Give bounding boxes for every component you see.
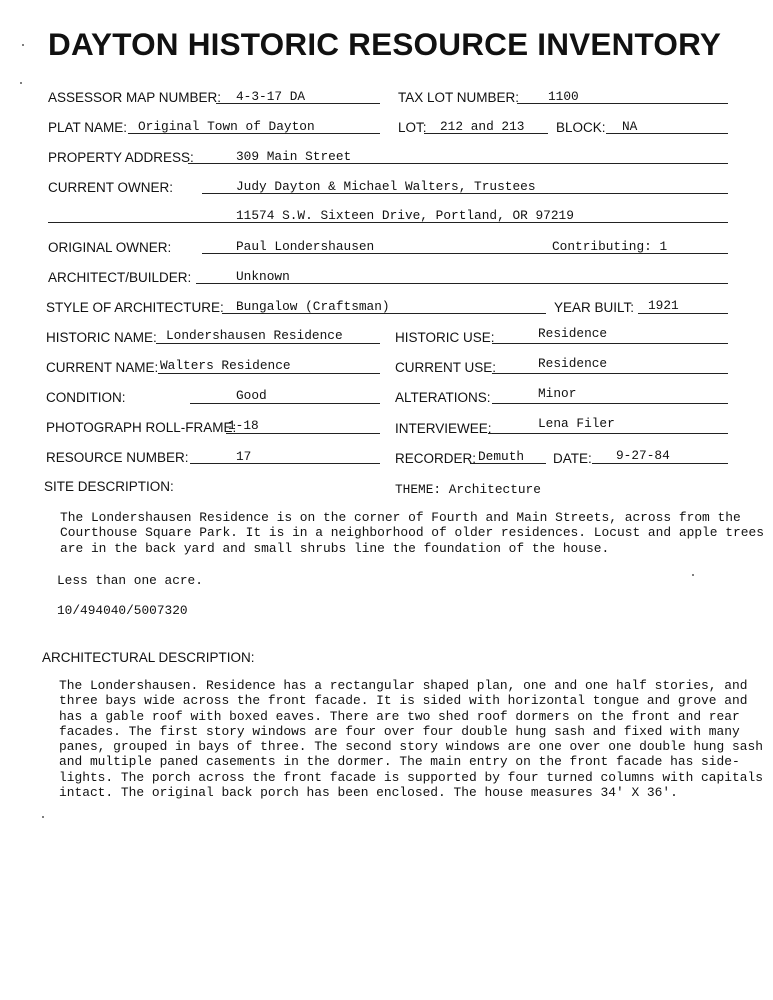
site-description-label: SITE DESCRIPTION:	[44, 479, 174, 494]
scan-speck	[20, 82, 22, 84]
site-description-text	[60, 510, 764, 556]
utm-coordinates: 10/494040/5007320	[57, 603, 188, 618]
interviewee-value: Lena Filer	[538, 416, 615, 431]
architectural-description-line: lights. The porch across the front facade is supported by four turned columns with capitals	[59, 769, 763, 785]
scan-speck	[692, 574, 694, 576]
architectural-description-line: intact. The original back porch has been enclosed. The house measures 34' X 36'.	[59, 785, 678, 801]
resource-number-value: 17	[236, 449, 252, 464]
date-value: 9-27-84	[616, 448, 670, 463]
architectural-description-line: and multiple paned casements in the dormer. The main entry on the front facade has side-	[59, 754, 740, 770]
tax-lot-label: TAX LOT NUMBER:	[398, 90, 520, 105]
alterations-value: Minor	[538, 386, 577, 401]
current-use-line	[492, 373, 728, 374]
style-label: STYLE OF ARCHITECTURE:	[46, 300, 224, 315]
photo-roll-frame-line	[226, 433, 380, 434]
document-title: DAYTON HISTORIC RESOURCE INVENTORY	[48, 26, 722, 62]
assessor-map-label: ASSESSOR MAP NUMBER:	[48, 90, 222, 105]
owner-address-value: 11574 S.W. Sixteen Drive, Portland, OR 97219	[236, 208, 574, 223]
condition-line	[190, 403, 380, 404]
tax-lot-value: 1100	[548, 89, 579, 104]
site-description-line: Courthouse Square Park. It is in a neighborhood of older residences. Locust and apple trees	[60, 525, 764, 541]
architectural-description-line: three bays wide across the front facade. It is sided with horizontal tongue and grove and	[59, 693, 748, 709]
historic-name-line	[156, 343, 380, 344]
property-address-label: PROPERTY ADDRESS:	[48, 150, 194, 165]
resource-number-line	[190, 463, 380, 464]
year-built-line	[638, 313, 728, 314]
site-description-line: The Londershausen Residence is on the corner of Fourth and Main Streets, across from the	[60, 510, 741, 525]
historic-use-line	[492, 343, 728, 344]
architectural-description-line: facades. The first story windows are four over four double hung sash and fixed with many	[59, 723, 740, 739]
current-use-label: CURRENT USE:	[395, 360, 497, 375]
block-label: BLOCK:	[556, 120, 606, 135]
scan-speck	[42, 816, 44, 818]
recorder-label: RECORDER:	[395, 451, 477, 466]
scan-speck	[22, 44, 24, 46]
property-address-value: 309 Main Street	[236, 149, 352, 164]
current-use-value: Residence	[538, 356, 608, 371]
current-name-label: CURRENT NAME:	[46, 360, 159, 375]
architectural-description-line: panes, grouped in bays of three. The second story windows are one over one double hung sash	[59, 739, 763, 755]
block-value: NA	[622, 119, 638, 134]
photo-roll-frame-label: PHOTOGRAPH ROLL-FRAME:	[46, 420, 237, 435]
interviewee-line	[488, 433, 728, 434]
plat-name-value: Original Town of Dayton	[138, 119, 315, 134]
current-name-line	[158, 373, 380, 374]
condition-value: Good	[236, 388, 267, 403]
architect-builder-value: Unknown	[236, 269, 290, 284]
year-built-value: 1921	[648, 298, 679, 313]
architectural-description-text	[59, 678, 763, 800]
architectural-description-line: The Londershausen. Residence has a rectangular shaped plan, one and one half stories, and	[59, 678, 748, 693]
photo-roll-frame-value: 1-18	[228, 418, 259, 433]
style-value: Bungalow (Craftsman)	[236, 299, 390, 314]
historic-name-value: Londershausen Residence	[166, 328, 343, 343]
contributing-value: Contributing: 1	[552, 239, 668, 254]
plat-name-label: PLAT NAME:	[48, 120, 128, 135]
architect-builder-label: ARCHITECT/BUILDER:	[48, 270, 192, 285]
architectural-description-line: has a gable roof with boxed eaves. There are two shed roof dormers on the front and rear	[59, 708, 740, 724]
current-owner-value: Judy Dayton & Michael Walters, Trustees	[236, 179, 536, 194]
site-description-line: are in the back yard and small shrubs line the foundation of the house.	[60, 540, 610, 556]
architectural-description-label: ARCHITECTURAL DESCRIPTION:	[42, 650, 255, 665]
year-built-label: YEAR BUILT:	[554, 300, 635, 315]
historic-use-value: Residence	[538, 326, 608, 341]
current-owner-label: CURRENT OWNER:	[48, 180, 174, 195]
original-owner-value: Paul Londershausen	[236, 239, 375, 254]
historic-use-label: HISTORIC USE:	[395, 330, 495, 345]
theme-value: THEME: Architecture	[395, 482, 541, 497]
alterations-line	[492, 403, 728, 404]
lot-label: LOT:	[398, 120, 427, 135]
original-owner-label: ORIGINAL OWNER:	[48, 240, 172, 255]
resource-number-label: RESOURCE NUMBER:	[46, 450, 189, 465]
historic-name-label: HISTORIC NAME:	[46, 330, 157, 345]
recorder-value: Demuth	[478, 449, 525, 464]
date-label: DATE:	[553, 451, 592, 466]
date-line	[592, 463, 728, 464]
acreage-text: Less than one acre.	[57, 573, 203, 588]
current-name-value: Walters Residence	[160, 358, 291, 373]
lot-value: 212 and 213	[440, 119, 525, 134]
assessor-map-value: 4-3-17 DA	[236, 89, 306, 104]
condition-label: CONDITION:	[46, 390, 126, 405]
alterations-label: ALTERATIONS:	[395, 390, 491, 405]
interviewee-label: INTERVIEWEE:	[395, 421, 492, 436]
